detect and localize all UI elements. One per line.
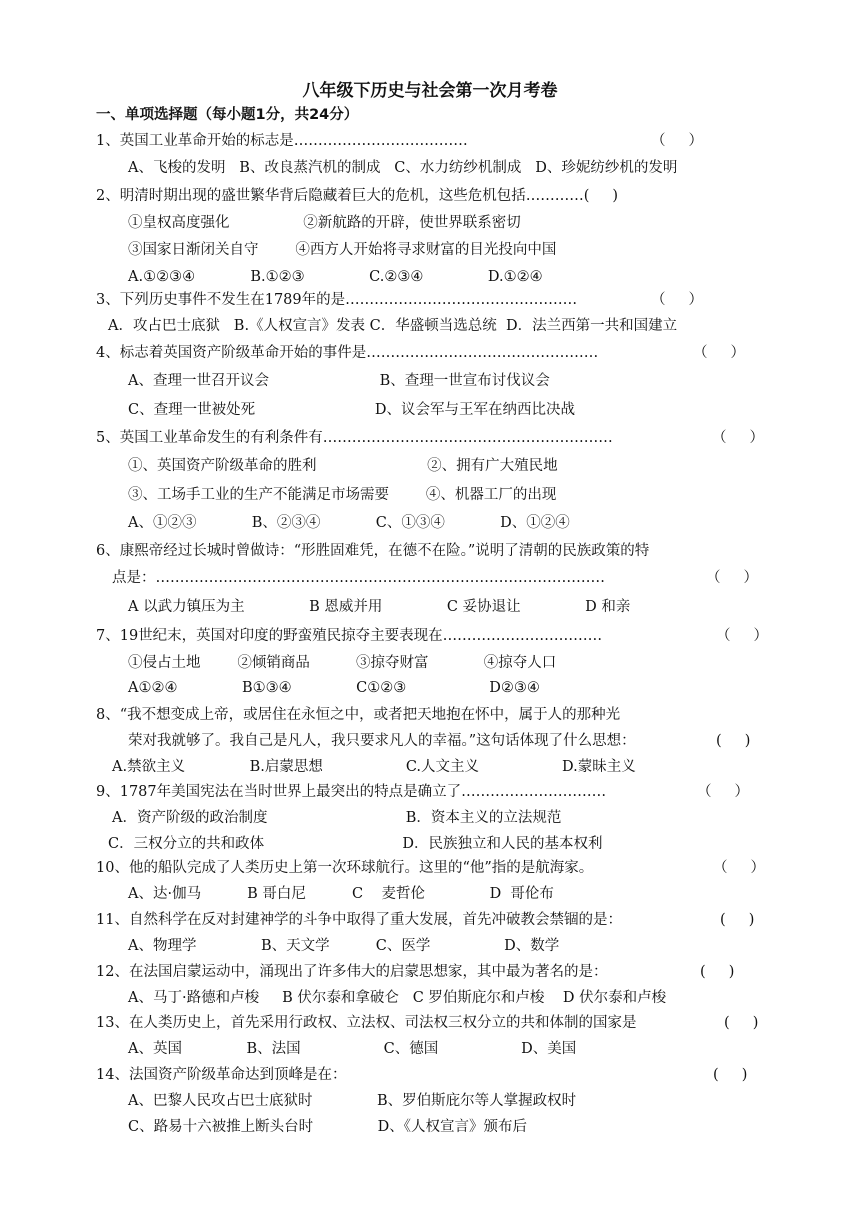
question-14-answer-blank: ( ): [713, 1067, 748, 1083]
question-12-answer-blank: ( ): [700, 964, 735, 980]
question-9-stem: 9、1787年美国宪法在当时世界上最突出的特点是确立了…………………………: [96, 784, 607, 800]
question-2-choices: A.①②③④ B.①②③ C.②③④ D.①②④: [128, 269, 543, 285]
question-11-stem: 11、自然科学在反对封建神学的斗争中取得了重大发展，首先冲破教会禁锢的是：: [96, 912, 622, 928]
question-6-stem-continued: 点是：…………………………………………………………………………………: [112, 570, 605, 586]
question-14-option-line: C、路易十六被推上断头台时 D、《人权宣言》颁布后: [128, 1119, 527, 1135]
question-2-option-line: ③国家日渐闭关自守 ④西方人开始将寻求财富的目光投向中国: [128, 242, 557, 258]
question-2-stem: 2、明清时期出现的盛世繁华背后隐藏着巨大的危机，这些危机包括…………( ): [96, 188, 619, 204]
question-14-stem: 14、法国资产阶级革命达到顶峰是在：: [96, 1067, 347, 1083]
question-13-answer-blank: ( ): [724, 1015, 759, 1031]
exam-title: 八年级下历史与社会第一次月考卷: [302, 81, 558, 101]
question-1-answer-blank: （ ）: [651, 133, 704, 149]
section-heading: 一、单项选择题（每小题1分，共24分）: [96, 107, 359, 123]
question-6-stem: 6、康熙帝经过长城时曾做诗：“形胜固难凭，在德不在险。”说明了清朝的民族政策的特: [96, 543, 650, 559]
question-10-options: A、达·伽马 B 哥白尼 C 麦哲伦 D 哥伦布: [128, 886, 554, 902]
question-5-option-line: ③、工场手工业的生产不能满足市场需要 ④、机器工厂的出现: [128, 487, 557, 503]
question-7-answer-blank: （ ）: [716, 628, 769, 644]
question-8-stem-continued: 荣对我就够了。我自己是凡人，我只要求凡人的幸福。”这句话体现了什么思想：: [128, 733, 636, 749]
question-5-choices: A、①②③ B、②③④ C、①③④ D、①②④: [128, 515, 570, 531]
question-12-options: A、马丁·路德和卢梭 B 伏尔泰和拿破仑 C 罗伯斯庇尔和卢梭 D 伏尔泰和卢梭: [128, 990, 667, 1006]
question-13-stem: 13、在人类历史上，首先采用行政权、立法权、司法权三权分立的共和体制的国家是: [96, 1015, 637, 1031]
question-3-answer-blank: （ ）: [651, 292, 704, 308]
question-1-options: A、飞梭的发明 B、改良蒸汽机的制成 C、水力纺纱机制成 D、珍妮纺纱机的发明: [128, 160, 678, 176]
question-8-options: A.禁欲主义 B.启蒙思想 C.人文主义 D.蒙昧主义: [112, 759, 636, 775]
question-10-stem: 10、他的船队完成了人类历史上第一次环球航行。这里的“他”指的是航海家。: [96, 860, 594, 876]
question-8-answer-blank: ( ): [716, 733, 751, 749]
question-2-option-line: ①皇权高度强化 ②新航路的开辟，使世界联系密切: [128, 215, 521, 231]
question-5-stem: 5、英国工业革命发生的有利条件有……………………………………………………: [96, 430, 613, 446]
question-3-options: A．攻占巴士底狱 B.《人权宣言》发表 C．华盛顿当选总统 D．法兰西第一共和国建立: [108, 318, 678, 334]
question-5-option-line: ①、英国资产阶级革命的胜利 ②、拥有广大殖民地: [128, 458, 558, 474]
question-4-option-line: C、查理一世被处死 D、议会军与王军在纳西比决战: [128, 402, 576, 418]
question-4-stem: 4、标志着英国资产阶级革命开始的事件是…………………………………………: [96, 345, 599, 361]
question-6-options: A 以武力镇压为主 B 恩威并用 C 妥协退让 D 和亲: [128, 599, 631, 615]
question-9-option-line: C．三权分立的共和政体 D．民族独立和人民的基本权利: [108, 836, 603, 852]
question-1-stem: 1、英国工业革命开始的标志是………………………………: [96, 133, 468, 149]
question-8-stem: 8、“我不想变成上帝，或居住在永恒之中，或者把天地抱在怀中，属于人的那种光: [96, 707, 621, 723]
question-10-answer-blank: （ ）: [713, 860, 766, 876]
question-7-option-line: ①侵占土地 ②倾销商品 ③掠夺财富 ④掠夺人口: [128, 655, 557, 671]
question-12-stem: 12、在法国启蒙运动中，涌现出了许多伟大的启蒙思想家，其中最为著名的是：: [96, 964, 608, 980]
question-4-answer-blank: （ ）: [693, 345, 746, 361]
question-11-options: A、物理学 B、天文学 C、医学 D、数学: [128, 938, 560, 954]
question-7-stem: 7、19世纪末，英国对印度的野蛮殖民掠夺主要表现在……………………………: [96, 628, 603, 644]
question-9-answer-blank: （ ）: [697, 784, 750, 800]
question-14-option-line: A、巴黎人民攻占巴士底狱时 B、罗伯斯庇尔等人掌握政权时: [128, 1093, 577, 1109]
question-9-option-line: A．资产阶级的政治制度 B．资本主义的立法规范: [112, 810, 562, 826]
question-3-stem: 3、下列历史事件不发生在1789年的是…………………………………………: [96, 292, 578, 308]
question-13-options: A、英国 B、法国 C、德国 D、美国: [128, 1041, 577, 1057]
question-7-choices: A①②④ B①③④ C①②③ D②③④: [128, 680, 540, 696]
question-6-answer-blank: （ ）: [706, 570, 759, 586]
question-4-option-line: A、查理一世召开议会 B、查理一世宣布讨伐议会: [128, 373, 550, 389]
question-5-answer-blank: （ ）: [712, 430, 765, 446]
question-11-answer-blank: ( ): [720, 912, 755, 928]
